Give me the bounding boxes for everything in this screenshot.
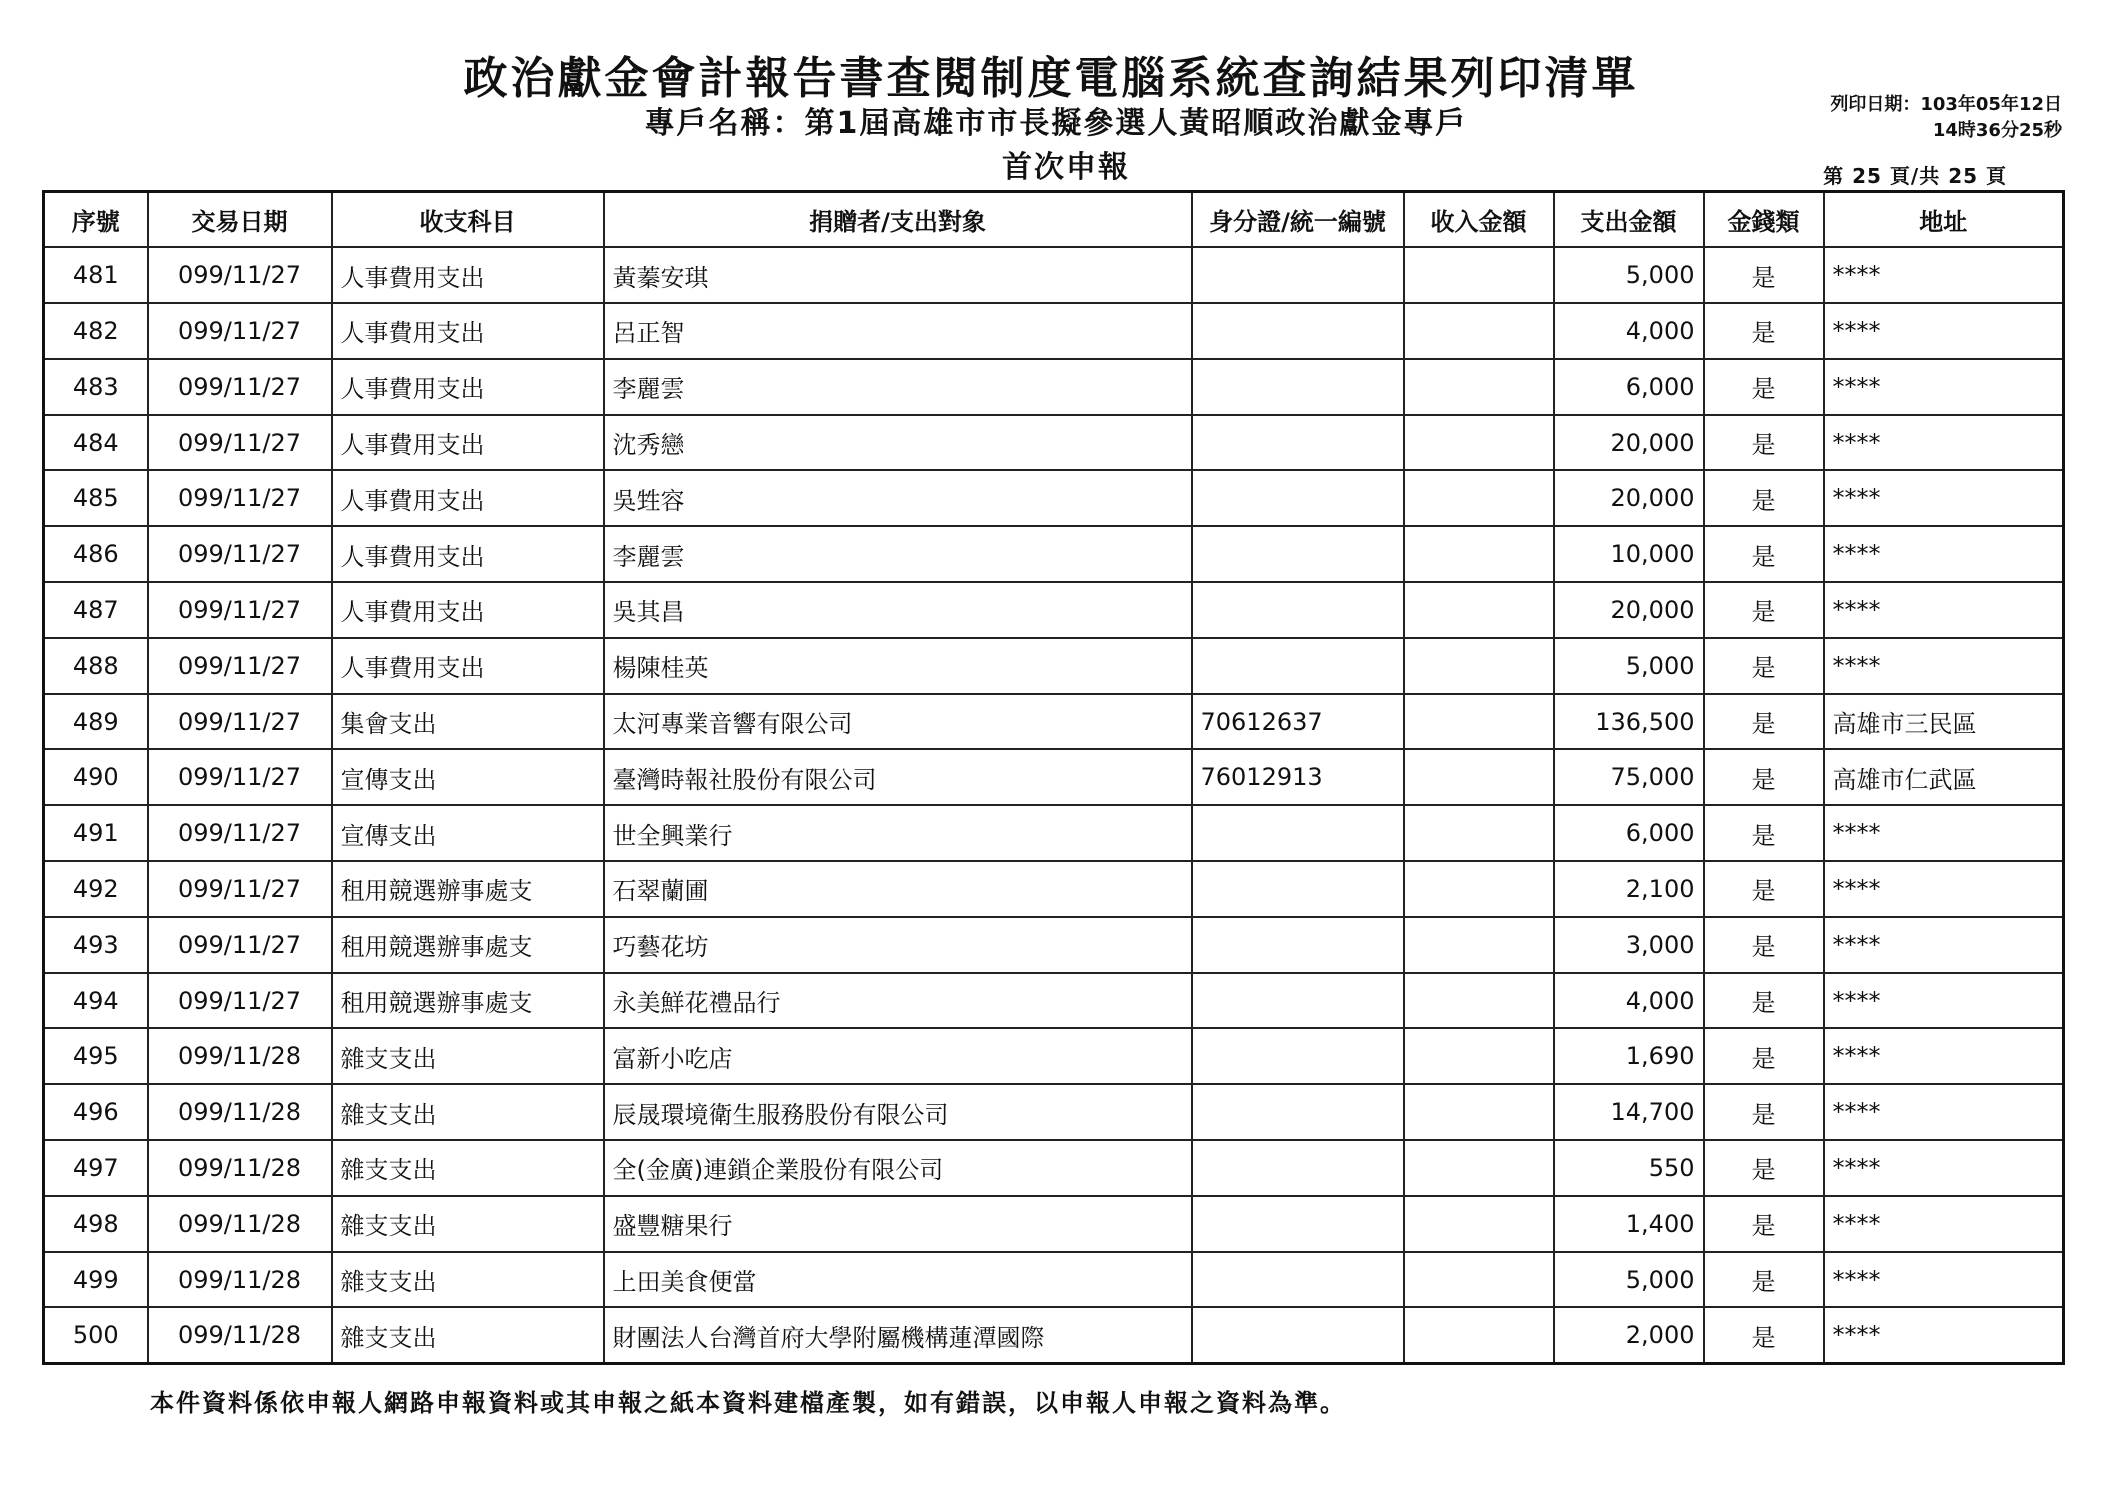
cell-address: **** [1824,1307,2064,1363]
cell-cash: 是 [1704,1252,1824,1308]
cell-date: 099/11/27 [148,973,332,1029]
cell-expense: 5,000 [1554,247,1704,303]
cell-party: 全(金廣)連鎖企業股份有限公司 [604,1140,1192,1196]
cell-party: 富新小吃店 [604,1028,1192,1084]
cell-category: 租用競選辦事處支 [332,861,604,917]
cell-income [1404,415,1554,471]
cell-address: 高雄市三民區 [1824,694,2064,750]
cell-cash: 是 [1704,247,1824,303]
cell-id [1192,1252,1404,1308]
cell-party: 世全興業行 [604,805,1192,861]
cell-party: 上田美食便當 [604,1252,1192,1308]
cell-cash: 是 [1704,861,1824,917]
cell-income [1404,805,1554,861]
cell-income [1404,917,1554,973]
cell-address: **** [1824,1028,2064,1084]
cell-address: **** [1824,526,2064,582]
cell-date: 099/11/27 [148,861,332,917]
cell-date: 099/11/28 [148,1307,332,1363]
cell-expense: 2,000 [1554,1307,1704,1363]
cell-cash: 是 [1704,749,1824,805]
cell-cash: 是 [1704,638,1824,694]
cell-income [1404,1196,1554,1252]
header-seq: 序號 [44,192,148,248]
cell-cash: 是 [1704,1307,1824,1363]
table-row [44,359,2064,415]
cell-address: **** [1824,1252,2064,1308]
cell-id [1192,805,1404,861]
cell-id [1192,861,1404,917]
cell-party: 臺灣時報社股份有限公司 [604,749,1192,805]
table-row [44,1307,2064,1363]
table-row [44,247,2064,303]
table-row [44,694,2064,750]
cell-date: 099/11/27 [148,638,332,694]
cell-cash: 是 [1704,582,1824,638]
cell-expense: 5,000 [1554,638,1704,694]
cell-seq: 484 [44,415,148,471]
document-title: 政治獻金會計報告書查閱制度電腦系統查詢結果列印清單 [463,53,1639,104]
cell-address: **** [1824,359,2064,415]
cell-category: 宣傳支出 [332,805,604,861]
cell-income [1404,1252,1554,1308]
cell-expense: 4,000 [1554,973,1704,1029]
cell-date: 099/11/27 [148,917,332,973]
cell-category: 雜支支出 [332,1307,604,1363]
cell-address: **** [1824,973,2064,1029]
cell-address: **** [1824,1196,2064,1252]
cell-category: 人事費用支出 [332,638,604,694]
cell-date: 099/11/27 [148,415,332,471]
cell-address: **** [1824,1084,2064,1140]
table-row [44,917,2064,973]
table-row [44,638,2064,694]
report-type: 首次申報 [1002,150,1130,185]
cell-category: 集會支出 [332,694,604,750]
cell-expense: 6,000 [1554,805,1704,861]
cell-party: 永美鮮花禮品行 [604,973,1192,1029]
cell-date: 099/11/28 [148,1028,332,1084]
cell-expense: 10,000 [1554,526,1704,582]
cell-expense: 14,700 [1554,1084,1704,1140]
cell-expense: 1,690 [1554,1028,1704,1084]
header-income: 收入金額 [1404,192,1554,248]
cell-category: 雜支支出 [332,1084,604,1140]
cell-id [1192,1196,1404,1252]
cell-income [1404,247,1554,303]
table-row [44,470,2064,526]
cell-date: 099/11/27 [148,694,332,750]
table-row [44,749,2064,805]
cell-seq: 494 [44,973,148,1029]
cell-cash: 是 [1704,1196,1824,1252]
cell-address: **** [1824,638,2064,694]
table-row [44,861,2064,917]
header-cash: 金錢類 [1704,192,1824,248]
cell-date: 099/11/27 [148,303,332,359]
cell-category: 雜支支出 [332,1140,604,1196]
cell-address: **** [1824,470,2064,526]
cell-expense: 6,000 [1554,359,1704,415]
cell-income [1404,359,1554,415]
cell-address: **** [1824,415,2064,471]
cell-seq: 500 [44,1307,148,1363]
cell-seq: 481 [44,247,148,303]
cell-address: **** [1824,303,2064,359]
cell-party: 楊陳桂英 [604,638,1192,694]
cell-income [1404,694,1554,750]
cell-cash: 是 [1704,415,1824,471]
cell-date: 099/11/28 [148,1140,332,1196]
table-row [44,415,2064,471]
cell-date: 099/11/27 [148,805,332,861]
cell-address: **** [1824,247,2064,303]
table-row [44,1028,2064,1084]
cell-date: 099/11/27 [148,359,332,415]
cell-category: 雜支支出 [332,1196,604,1252]
table-row [44,1252,2064,1308]
cell-category: 雜支支出 [332,1252,604,1308]
cell-date: 099/11/27 [148,582,332,638]
cell-seq: 490 [44,749,148,805]
cell-income [1404,973,1554,1029]
cell-cash: 是 [1704,1140,1824,1196]
cell-id [1192,303,1404,359]
cell-income [1404,638,1554,694]
cell-party: 李麗雲 [604,526,1192,582]
cell-id [1192,973,1404,1029]
cell-income [1404,1140,1554,1196]
cell-seq: 497 [44,1140,148,1196]
cell-income [1404,1084,1554,1140]
cell-address: **** [1824,805,2064,861]
header-address: 地址 [1824,192,2064,248]
cell-category: 人事費用支出 [332,359,604,415]
cell-id: 76012913 [1192,749,1404,805]
cell-seq: 498 [44,1196,148,1252]
cell-id [1192,1084,1404,1140]
cell-expense: 2,100 [1554,861,1704,917]
cell-address: **** [1824,917,2064,973]
cell-expense: 4,000 [1554,303,1704,359]
cell-address: **** [1824,582,2064,638]
cell-id [1192,247,1404,303]
cell-date: 099/11/28 [148,1252,332,1308]
table-row [44,973,2064,1029]
print-info [1830,92,2062,144]
cell-cash: 是 [1704,303,1824,359]
cell-cash: 是 [1704,470,1824,526]
cell-cash: 是 [1704,917,1824,973]
cell-seq: 485 [44,470,148,526]
page-indicator: 第 25 頁/共 25 頁 [1823,164,2007,188]
cell-seq: 482 [44,303,148,359]
cell-seq: 483 [44,359,148,415]
cell-category: 雜支支出 [332,1028,604,1084]
cell-party: 李麗雲 [604,359,1192,415]
cell-id [1192,917,1404,973]
cell-category: 人事費用支出 [332,303,604,359]
cell-seq: 496 [44,1084,148,1140]
cell-expense: 20,000 [1554,582,1704,638]
cell-income [1404,470,1554,526]
cell-date: 099/11/27 [148,749,332,805]
cell-income [1404,582,1554,638]
cell-income [1404,303,1554,359]
cell-party: 盛豐糖果行 [604,1196,1192,1252]
cell-category: 租用競選辦事處支 [332,917,604,973]
cell-id [1192,1307,1404,1363]
cell-income [1404,1307,1554,1363]
cell-seq: 499 [44,1252,148,1308]
cell-seq: 495 [44,1028,148,1084]
cell-seq: 492 [44,861,148,917]
header-id: 身分證/統一編號 [1192,192,1404,248]
cell-cash: 是 [1704,1028,1824,1084]
cell-expense: 75,000 [1554,749,1704,805]
table-row [44,303,2064,359]
cell-seq: 486 [44,526,148,582]
cell-address: **** [1824,1140,2064,1196]
cell-category: 人事費用支出 [332,470,604,526]
cell-id [1192,415,1404,471]
cell-seq: 489 [44,694,148,750]
cell-date: 099/11/27 [148,247,332,303]
cell-income [1404,749,1554,805]
cell-seq: 487 [44,582,148,638]
print-date: 列印日期：103年05年12日 [1830,94,2062,115]
cell-party: 太河專業音響有限公司 [604,694,1192,750]
cell-party: 沈秀戀 [604,415,1192,471]
cell-cash: 是 [1704,973,1824,1029]
header-category: 收支科目 [332,192,604,248]
cell-expense: 1,400 [1554,1196,1704,1252]
cell-category: 人事費用支出 [332,526,604,582]
cell-address: **** [1824,861,2064,917]
cell-seq: 491 [44,805,148,861]
cell-cash: 是 [1704,359,1824,415]
cell-income [1404,526,1554,582]
table-row [44,1196,2064,1252]
cell-party: 吳其昌 [604,582,1192,638]
cell-party: 財團法人台灣首府大學附屬機構蓮潭國際 [604,1307,1192,1363]
cell-party: 吳甡容 [604,470,1192,526]
header-expense: 支出金額 [1554,192,1704,248]
cell-party: 辰晟環境衛生服務股份有限公司 [604,1084,1192,1140]
header-date: 交易日期 [148,192,332,248]
cell-date: 099/11/28 [148,1084,332,1140]
table-header-row [44,192,2064,248]
table-row [44,526,2064,582]
cell-expense: 20,000 [1554,415,1704,471]
cell-category: 租用競選辦事處支 [332,973,604,1029]
cell-id [1192,582,1404,638]
cell-date: 099/11/27 [148,470,332,526]
table-row [44,805,2064,861]
cell-expense: 550 [1554,1140,1704,1196]
cell-expense: 5,000 [1554,1252,1704,1308]
cell-cash: 是 [1704,805,1824,861]
header-party: 捐贈者/支出對象 [604,192,1192,248]
cell-income [1404,1028,1554,1084]
cell-party: 石翠蘭圃 [604,861,1192,917]
table-row [44,1140,2064,1196]
cell-id: 70612637 [1192,694,1404,750]
cell-cash: 是 [1704,526,1824,582]
ledger-table [42,190,2065,1365]
cell-party: 黃蓁安琪 [604,247,1192,303]
cell-seq: 493 [44,917,148,973]
cell-category: 宣傳支出 [332,749,604,805]
cell-id [1192,638,1404,694]
cell-date: 099/11/27 [148,526,332,582]
table-row [44,582,2064,638]
cell-party: 巧藝花坊 [604,917,1192,973]
cell-category: 人事費用支出 [332,582,604,638]
table-row [44,1084,2064,1140]
cell-cash: 是 [1704,1084,1824,1140]
cell-party: 呂正智 [604,303,1192,359]
cell-id [1192,1028,1404,1084]
cell-category: 人事費用支出 [332,415,604,471]
cell-id [1192,526,1404,582]
cell-expense: 20,000 [1554,470,1704,526]
ledger-body [44,247,2064,1363]
account-name: 專戶名稱：第1屆高雄市市長擬參選人黃昭順政治獻金專戶 [644,106,1468,141]
print-time: 14時36分25秒 [1932,120,2062,141]
cell-income [1404,861,1554,917]
cell-id [1192,359,1404,415]
cell-expense: 136,500 [1554,694,1704,750]
cell-category: 人事費用支出 [332,247,604,303]
footnote: 本件資料係依申報人網路申報資料或其申報之紙本資料建檔產製，如有錯誤，以申報人申報之資料為準。 [150,1389,1346,1417]
cell-address: 高雄市仁武區 [1824,749,2064,805]
cell-cash: 是 [1704,694,1824,750]
cell-id [1192,470,1404,526]
cell-date: 099/11/28 [148,1196,332,1252]
cell-id [1192,1140,1404,1196]
cell-expense: 3,000 [1554,917,1704,973]
cell-seq: 488 [44,638,148,694]
